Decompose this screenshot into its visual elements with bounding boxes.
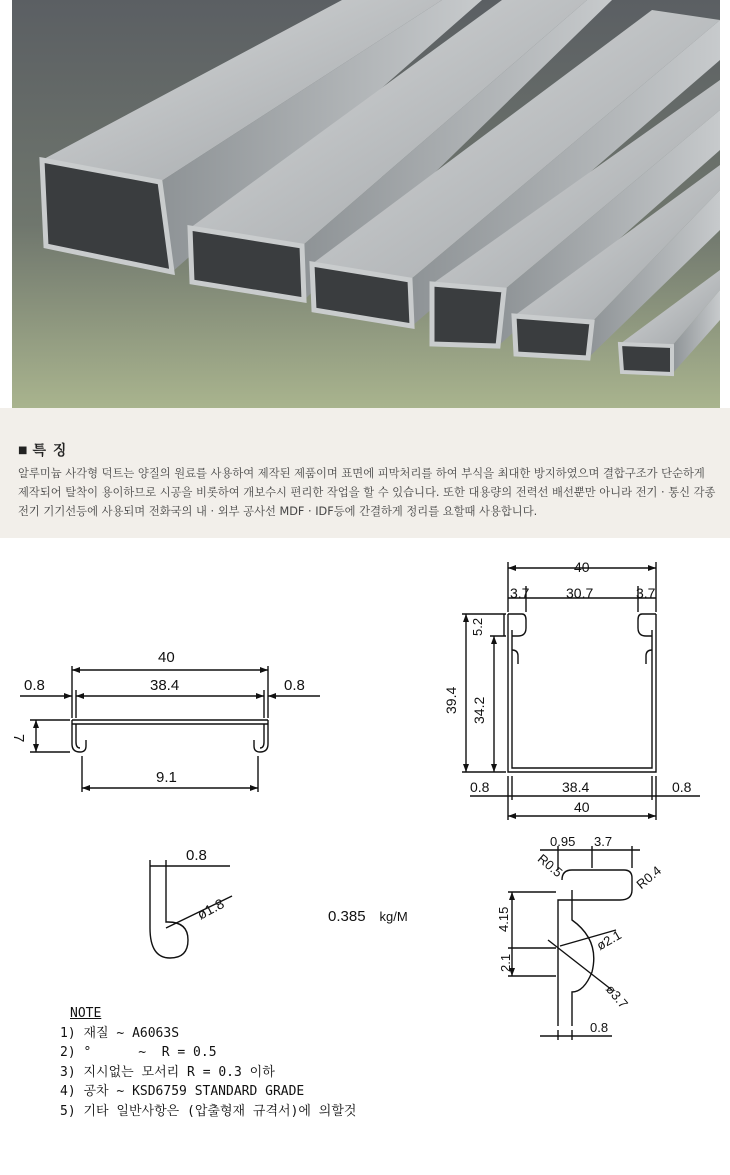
feature-description: 알루미늄 사각형 덕트는 양질의 원료를 사용하여 제작된 제품이며 표면에 피막처리를 하여 부식을 최대한 방지하였으며 결합구조가 단순하게 제작되어 탈착이 용이하므로 시공을 비롯하여 개보수시 편리한 작업을 할 수 있습니다. 또한 대용량의 전력선 배선뿐만 아니라 전기 · 통신 각종 전기 기기선등에 사용되며 전화국의 내 · 외부 공사선 MDF · IDF등에 간결하게 정리를 요할때 사용합니다. [18,467,716,518]
cover-overall-width: 40 [158,649,175,666]
cover-left-margin: 0.8 [24,677,45,694]
note-item: 4) 공차 ~ KSD6759 STANDARD GRADE [60,1084,305,1099]
body-bottom-inner: 38.4 [562,779,590,795]
body-detail-dim-b: 3.7 [594,834,613,849]
body-overall-width-top: 40 [574,559,590,575]
square-bullet-icon: ■ [18,445,29,456]
body-inner-height: 34.2 [471,696,487,724]
body-detail-height-b: 2.1 [498,953,513,972]
body-overall-width-bottom: 40 [574,799,590,815]
body-lip-depth: 5.2 [470,617,485,636]
body-detail-diameter-a: ø2.1 [593,927,624,954]
body-detail-dim-a: 0.95 [550,834,576,849]
body-detail-height-a: 4.15 [496,906,511,932]
body-detail-diameter-b: ø3.7 [602,981,632,1012]
feature-title-text: 특 징 [32,443,68,459]
body-total-height: 39.4 [443,686,459,714]
feature-title [18,440,67,460]
cover-height: 7 [10,734,27,743]
body-bottom-left-wall: 0.8 [470,779,490,795]
note-item: 1) 재질 ~ A6063S [60,1025,180,1041]
cover-right-margin: 0.8 [284,677,305,694]
body-detail-radius-b: R0.4 [633,862,665,892]
body-detail-radius-a: R0.5 [534,850,566,881]
weight-value: 0.385 [328,908,366,925]
note-item: 5) 기타 일반사항은 (압출형재 규격서)에 의할것 [60,1103,357,1119]
notes-block [60,1004,356,1121]
body-detail-wall: 0.8 [590,1020,609,1035]
note-item: 2) ° ~ R = 0.5 [60,1045,217,1060]
notes-heading: NOTE [70,1006,102,1021]
body-opening: 30.7 [566,585,594,601]
body-lip-left: 3.7 [510,585,530,601]
product-photo [12,0,720,408]
body-detail [508,846,640,1040]
cover-opening-width: 9.1 [156,769,177,786]
weight-spec [328,908,408,925]
weight-unit: kg/M [379,909,408,924]
body-lip-right: 3.7 [636,585,656,601]
note-item: 3) 지시없는 모서리 R = 0.3 이하 [60,1064,275,1080]
cover-detail-wall: 0.8 [186,847,207,864]
body-bottom-right-wall: 0.8 [672,779,692,795]
cover-detail-diameter: ø1.8 [194,895,227,923]
cover-inner-width: 38.4 [150,677,180,694]
